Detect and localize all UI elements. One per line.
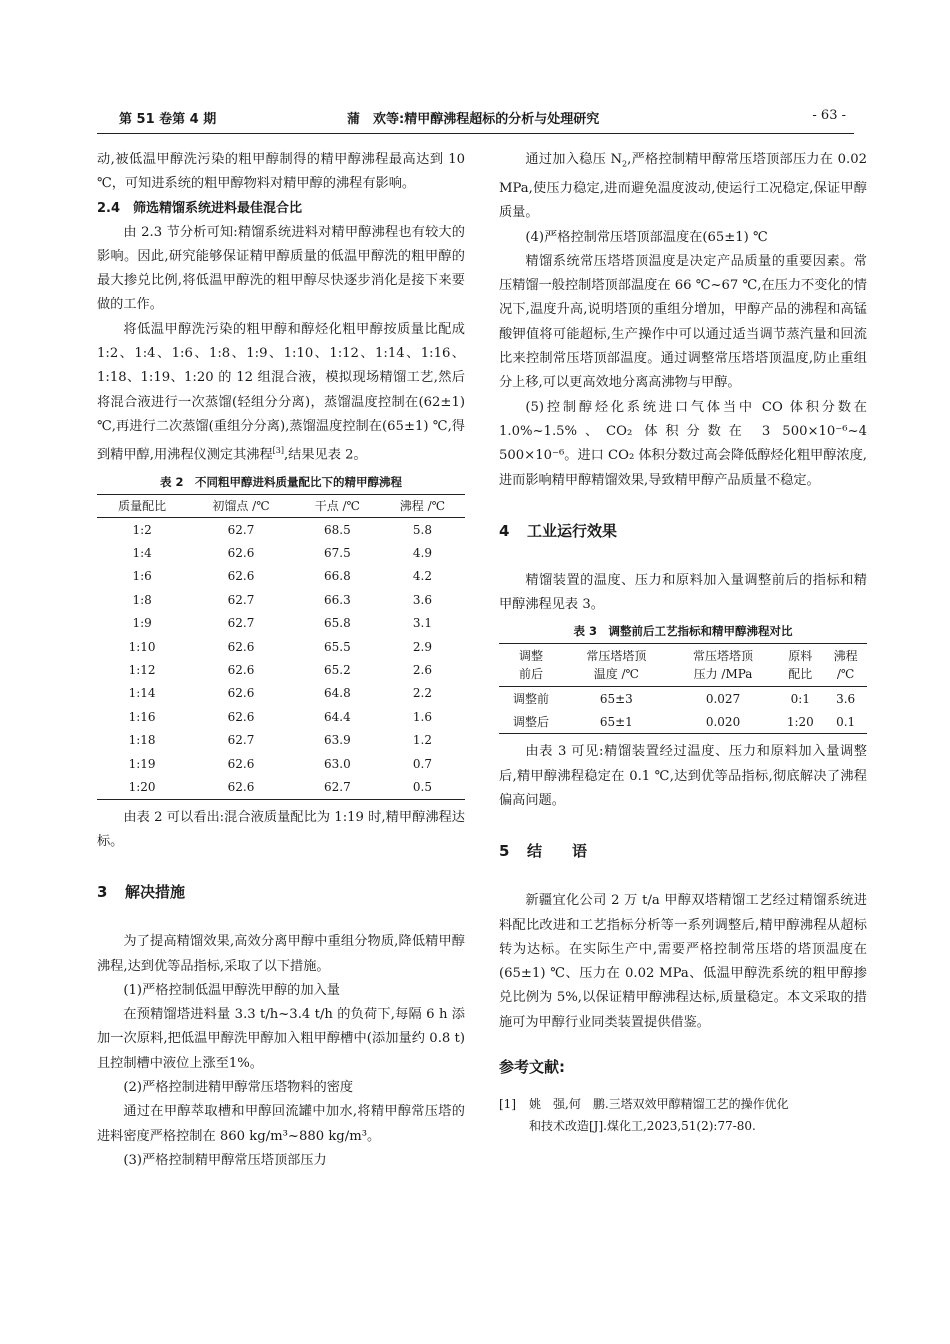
journal-issue: 第 51 卷第 4 期 xyxy=(119,112,217,127)
table-row xyxy=(97,658,465,681)
table-cell: 65.5 xyxy=(323,639,351,654)
table-3 xyxy=(499,643,867,734)
measure-3: (3)严格控制精甲醇常压塔顶部压力 xyxy=(123,1152,327,1168)
paragraph: 由表 2 可以看出:混合液质量配比为 1:19 时,精甲醇沸程达标。 xyxy=(97,809,465,849)
table-cell: 64.4 xyxy=(323,709,351,724)
references-heading: 参考文献: xyxy=(499,1058,565,1077)
paragraph: 精馏装置的温度、压力和原料加入量调整前后的指标和精甲醇沸程见表 3。 xyxy=(499,572,867,613)
table-cell: 65±1 xyxy=(599,714,633,729)
table-row xyxy=(97,752,465,775)
measure-2: (2)严格控制进精甲醇常压塔物料的密度 xyxy=(123,1080,354,1096)
table-header: 干点 /℃ xyxy=(295,494,380,517)
table-cell: 1.6 xyxy=(412,709,432,724)
table-cell: 0.027 xyxy=(705,691,741,706)
table-cell: 1:14 xyxy=(128,686,156,701)
table-cell: 62.6 xyxy=(227,639,255,654)
table-row xyxy=(97,705,465,728)
table-cell: 0.7 xyxy=(412,756,432,771)
table-cell: 2.6 xyxy=(412,662,432,677)
measure-4: (4)严格控制常压塔顶部温度在(65±1) ℃ xyxy=(525,229,768,245)
reference-item: [1] 姚 强,何 鹏.三塔双效甲醇精馏工艺的操作优化 和技术改造[J].煤化工,2023,51(2):77-80. xyxy=(499,1097,789,1134)
table-row xyxy=(97,588,465,611)
table-cell: 65±3 xyxy=(599,691,633,706)
table-header: 原料 配比 xyxy=(776,644,824,687)
table-cell: 1.2 xyxy=(412,733,432,748)
citation-ref: [3] xyxy=(272,446,284,456)
table-cell: 1:12 xyxy=(128,662,156,677)
left-column xyxy=(97,148,465,1173)
table-cell: 62.7 xyxy=(227,616,255,631)
paragraph: 精馏系统常压塔塔顶温度是决定产品质量的重要因素。常压精馏一般控制塔顶部温度在 66 ℃~67 ℃,在压力不变化的情况下,温度升高,说明塔顶的重组分增加，甲醇产品的沸程和高锰酸钾值将可能超标,生产操作中可以通过适当调节蒸汽量和回流比来控制常压塔顶部温度。通过调整常压塔塔顶温度,防止重组分上移,可以更高效地分离高沸物与甲醇。 xyxy=(499,253,867,391)
table-cell: 62.7 xyxy=(323,779,351,794)
paragraph: 通过在甲醇萃取槽和甲醇回流罐中加水,将精甲醇常压塔的进料密度严格控制在 860 kg/m³~880 kg/m³。 xyxy=(97,1104,465,1144)
measure-5: (5)控制醇烃化系统进口气体当中 CO 体积分数在 1.0%~1.5%、CO₂ 体积分数在 3 500×10⁻⁶~4 500×10⁻⁶。进口 CO₂ 体积分数过高会降低醇烃化粗甲醇浓度,进而影响精甲醇精馏效果,导致精甲醇产品质量不稳定。 xyxy=(499,399,867,488)
table-cell: 2.2 xyxy=(412,686,432,701)
paragraph: 为了提高精馏效果,高效分离甲醇中重组分物质,降低精甲醇沸程,达到优等品指标,采取了以下措施。 xyxy=(97,934,465,974)
section-4-heading: 4 工业运行效果 xyxy=(499,521,618,540)
paragraph: 新疆宜化公司 2 万 t/a 甲醇双塔精馏工艺经过精馏系统进料配比改进和工艺指标分析等一系列调整后,精甲醇沸程从超标转为达标。在实际生产中,需要严格控制常压塔的塔顶温度在(65±1) ℃、压力在 0.02 MPa、低温甲醇洗系统的粗甲醇掺兑比例为 5%,以保证精甲醇沸程达标,质量稳定。本文采取的措施可为甲醇行业同类装置提供借鉴。 xyxy=(499,893,867,1030)
table-cell: 1:10 xyxy=(128,639,156,654)
table-cell: 62.6 xyxy=(227,686,255,701)
table-cell: 66.3 xyxy=(323,592,351,607)
table-row xyxy=(97,541,465,564)
table-cell: 3.6 xyxy=(412,592,432,607)
table-cell: 1:9 xyxy=(132,616,152,631)
table-cell: 1:20 xyxy=(786,714,814,729)
table-cell: 4.9 xyxy=(412,546,432,561)
paragraph: 将低温甲醇洗污染的粗甲醇和醇烃化粗甲醇按质量比配成 1:2、1:4、1:6、1:8、1:9、1:10、1:12、1:14、1:16、1:18、1:19、1:20 的 12 组混合液，模拟现场精馏工艺,然后将混合液进行一次蒸馏(轻组分分离)，蒸馏温度控制在(62±1) ℃,再进行二次蒸馏(重组分分离),蒸馏温度控制在(65±1) ℃,得到精甲醇,用沸程仪测定其沸程[3],结果见表 2。 xyxy=(97,321,465,463)
table-row xyxy=(499,687,867,711)
paragraph: 通过加入稳压 $N_2$,严格控制精甲醇常压塔顶部压力在 0.02 MPa,使压力稳定,进而避免温度波动,使运行工况稳定,保证甲醇质量。 xyxy=(499,152,867,221)
table-cell: 65.8 xyxy=(323,616,351,631)
table-cell: 64.8 xyxy=(323,686,351,701)
table-cell: 3.6 xyxy=(836,691,856,706)
table-cell: 0.1 xyxy=(836,714,856,729)
table-2 xyxy=(97,494,465,800)
table-cell: 62.6 xyxy=(227,546,255,561)
table-cell: 62.6 xyxy=(227,662,255,677)
table-cell: 62.6 xyxy=(227,779,255,794)
table-row xyxy=(97,565,465,588)
table-cell: 1:19 xyxy=(128,756,156,771)
table-cell: 62.6 xyxy=(227,709,255,724)
table-cell: 0:1 xyxy=(790,691,810,706)
paragraph: 由 2.3 节分析可知:精馏系统进料对精甲醇沸程也有较大的影响。因此,研究能够保证精甲醇质量的低温甲醇洗的粗甲醇的最大掺兑比例,将低温甲醇洗的粗甲醇尽快逐步消化是接下来要做的工作。 xyxy=(97,224,465,313)
table-header: 常压塔塔顶 温度 /℃ xyxy=(563,644,670,687)
table-header: 沸程 /℃ xyxy=(824,644,867,687)
table-cell: 1:18 xyxy=(128,733,156,748)
paragraph: 在预精馏塔进料量 3.3 t/h~3.4 t/h 的负荷下,每隔 6 h 添加一次原料,把低温甲醇洗甲醇加入粗甲醇槽中(添加量约 0.8 t)且控制槽中液位上涨至1%。 xyxy=(97,1007,465,1071)
section-3-heading: 3 解决措施 xyxy=(97,883,186,902)
table-cell: 4.2 xyxy=(412,569,432,584)
section-5-heading: 5 结 语 xyxy=(499,842,588,861)
table-cell: 63.9 xyxy=(323,733,351,748)
measure-1: (1)严格控制低温甲醇洗甲醇的加入量 xyxy=(123,982,340,998)
table-row xyxy=(97,775,465,799)
table-cell: 1:8 xyxy=(132,592,152,607)
page-number: - 63 - xyxy=(812,108,846,123)
table-cell: 3.1 xyxy=(412,616,432,631)
table-cell: 0.5 xyxy=(412,779,432,794)
table-cell: 调整后 xyxy=(513,715,550,730)
table-cell: 62.7 xyxy=(227,522,255,537)
table-cell: 68.5 xyxy=(323,522,351,537)
table-header: 调整 前后 xyxy=(499,644,563,687)
table-row xyxy=(97,517,465,541)
table-row xyxy=(97,635,465,658)
table-cell: 1:4 xyxy=(132,546,152,561)
table-cell: 67.5 xyxy=(323,546,351,561)
table-cell: 65.2 xyxy=(323,662,351,677)
table-cell: 1:2 xyxy=(132,522,152,537)
table-cell: 63.0 xyxy=(323,756,351,771)
table-cell: 1:16 xyxy=(128,709,156,724)
table-cell: 5.8 xyxy=(412,522,432,537)
table-row xyxy=(97,682,465,705)
table-3-caption: 表 3 调整前后工艺指标和精甲醇沸程对比 xyxy=(573,624,793,639)
running-header xyxy=(97,108,854,132)
table-header: 常压塔塔顶 压力 /MPa xyxy=(670,644,777,687)
table-cell: 66.8 xyxy=(323,569,351,584)
table-header: 初馏点 /℃ xyxy=(187,494,295,517)
running-title: 蒲 欢等:精甲醇沸程超标的分析与处理研究 xyxy=(347,112,600,127)
table-cell: 2.9 xyxy=(412,639,432,654)
table-header: 沸程 /℃ xyxy=(380,494,465,517)
table-cell: 62.7 xyxy=(227,733,255,748)
table-cell: 62.6 xyxy=(227,756,255,771)
section-2-4-heading: 2.4 筛选精馏系统进料最佳混合比 xyxy=(97,200,303,216)
table-cell: 1:20 xyxy=(128,779,156,794)
paragraph: 动,被低温甲醇洗污染的粗甲醇制得的精甲醇沸程最高达到 10 ℃，可知进系统的粗甲醇物料对精甲醇的沸程有影响。 xyxy=(97,152,465,192)
paragraph: 由表 3 可见:精馏装置经过温度、压力和原料加入量调整后,精甲醇沸程稳定在 0.1 ℃,达到优等品指标,彻底解决了沸程偏高问题。 xyxy=(499,744,867,808)
table-row xyxy=(97,728,465,751)
table-cell: 62.6 xyxy=(227,569,255,584)
table-cell: 1:6 xyxy=(132,569,152,584)
table-cell: 0.020 xyxy=(705,714,741,729)
table-2-caption: 表 2 不同粗甲醇进料质量配比下的精甲醇沸程 xyxy=(159,474,402,489)
table-header: 质量配比 xyxy=(97,494,187,517)
table-cell: 62.7 xyxy=(227,592,255,607)
table-cell: 调整前 xyxy=(513,692,550,707)
table-row xyxy=(97,612,465,635)
header-rule xyxy=(97,133,854,134)
right-column xyxy=(499,148,867,1137)
table-row xyxy=(499,710,867,734)
